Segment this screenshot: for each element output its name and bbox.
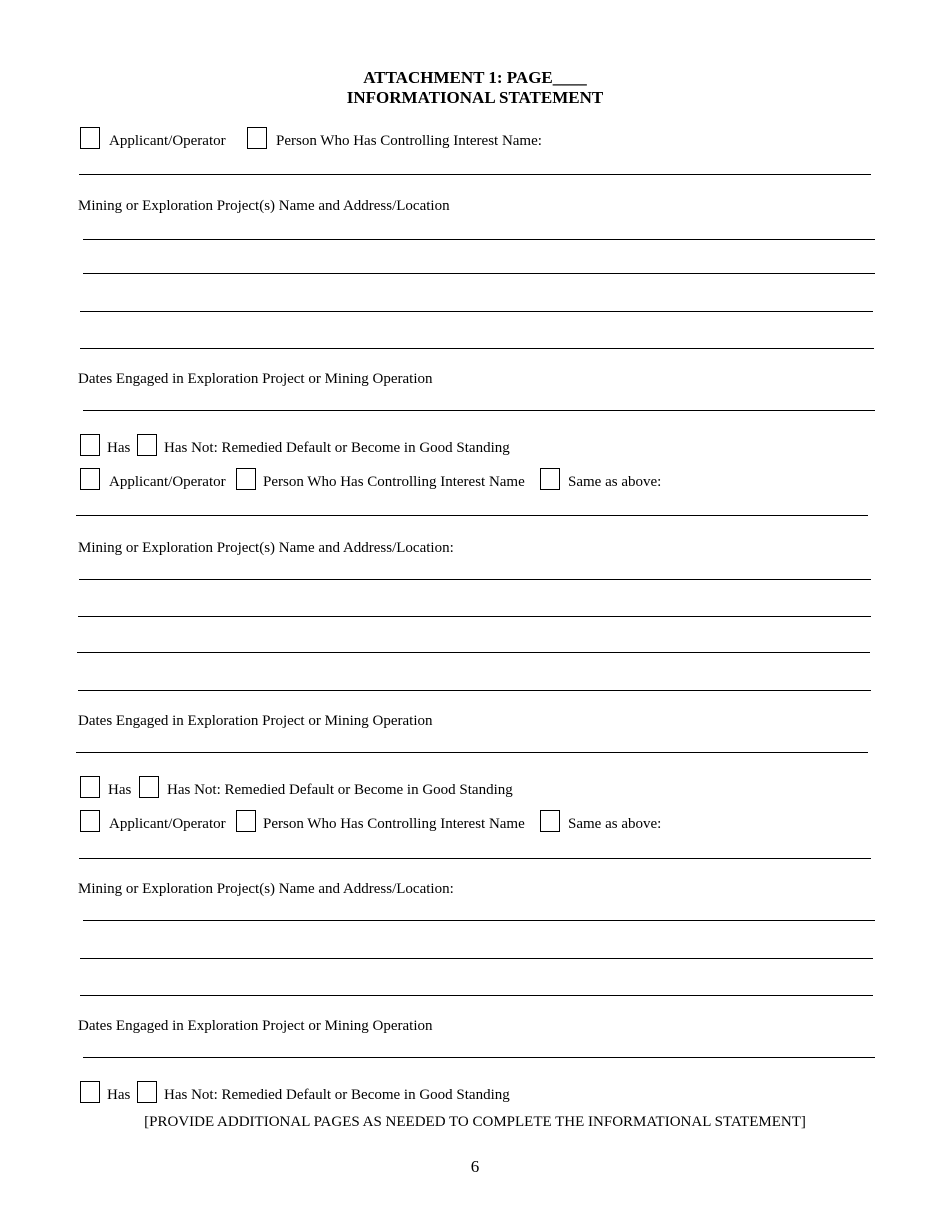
has-not-label: Has Not: Remedied Default or Become in Good Standing <box>164 440 510 456</box>
dates-field-line[interactable] <box>76 752 868 753</box>
same-as-above-checkbox[interactable] <box>540 468 560 490</box>
name-field-line[interactable] <box>76 515 868 516</box>
controlling-interest-checkbox[interactable] <box>247 127 267 149</box>
controlling-interest-checkbox[interactable] <box>236 468 256 490</box>
controlling-interest-label: Person Who Has Controlling Interest Name <box>263 816 525 832</box>
controlling-interest-checkbox[interactable] <box>236 810 256 832</box>
project-field-line[interactable] <box>79 579 871 580</box>
has-label: Has <box>107 1087 131 1103</box>
project-field-line[interactable] <box>80 958 873 959</box>
has-label: Has <box>107 440 131 456</box>
controlling-interest-label: Person Who Has Controlling Interest Name <box>263 474 525 490</box>
project-field-line[interactable] <box>80 348 874 349</box>
has-checkbox[interactable] <box>80 1081 100 1103</box>
applicant-operator-checkbox[interactable] <box>80 468 100 490</box>
dates-field-line[interactable] <box>83 1057 875 1058</box>
same-as-above-label: Same as above: <box>568 816 662 832</box>
additional-pages-note: [PROVIDE ADDITIONAL PAGES AS NEEDED TO COMPLETE THE INFORMATIONAL STATEMENT] <box>144 1114 806 1130</box>
dates-field-line[interactable] <box>83 410 875 411</box>
same-as-above-label: Same as above: <box>568 474 662 490</box>
has-checkbox[interactable] <box>80 776 100 798</box>
applicant-operator-label: Applicant/Operator <box>109 133 226 149</box>
project-name-label: Mining or Exploration Project(s) Name and Address/Location <box>78 198 450 214</box>
project-name-label: Mining or Exploration Project(s) Name and Address/Location: <box>78 881 454 897</box>
has-not-label: Has Not: Remedied Default or Become in Good Standing <box>167 782 513 798</box>
has-not-label: Has Not: Remedied Default or Become in Good Standing <box>164 1087 510 1103</box>
has-not-checkbox[interactable] <box>137 1081 157 1103</box>
applicant-operator-checkbox[interactable] <box>80 810 100 832</box>
name-field-line[interactable] <box>79 174 871 175</box>
name-field-line[interactable] <box>79 858 871 859</box>
dates-engaged-label: Dates Engaged in Exploration Project or Mining Operation <box>78 371 433 387</box>
has-label: Has <box>108 782 132 798</box>
project-field-line[interactable] <box>83 920 875 921</box>
project-field-line[interactable] <box>83 273 875 274</box>
same-as-above-checkbox[interactable] <box>540 810 560 832</box>
has-checkbox[interactable] <box>80 434 100 456</box>
applicant-operator-label: Applicant/Operator <box>109 816 226 832</box>
project-field-line[interactable] <box>78 616 871 617</box>
has-not-checkbox[interactable] <box>137 434 157 456</box>
project-field-line[interactable] <box>80 995 873 996</box>
controlling-interest-label: Person Who Has Controlling Interest Name: <box>276 133 542 149</box>
page-number: 6 <box>470 1157 480 1176</box>
project-field-line[interactable] <box>80 311 873 312</box>
project-field-line[interactable] <box>77 652 870 653</box>
project-field-line[interactable] <box>78 690 871 691</box>
has-not-checkbox[interactable] <box>139 776 159 798</box>
applicant-operator-label: Applicant/Operator <box>109 474 226 490</box>
dates-engaged-label: Dates Engaged in Exploration Project or Mining Operation <box>78 1018 433 1034</box>
page-title: ATTACHMENT 1: PAGE____ <box>363 68 587 87</box>
page-subtitle: INFORMATIONAL STATEMENT <box>346 88 604 107</box>
project-name-label: Mining or Exploration Project(s) Name and Address/Location: <box>78 540 454 556</box>
dates-engaged-label: Dates Engaged in Exploration Project or Mining Operation <box>78 713 433 729</box>
applicant-operator-checkbox[interactable] <box>80 127 100 149</box>
project-field-line[interactable] <box>83 239 875 240</box>
